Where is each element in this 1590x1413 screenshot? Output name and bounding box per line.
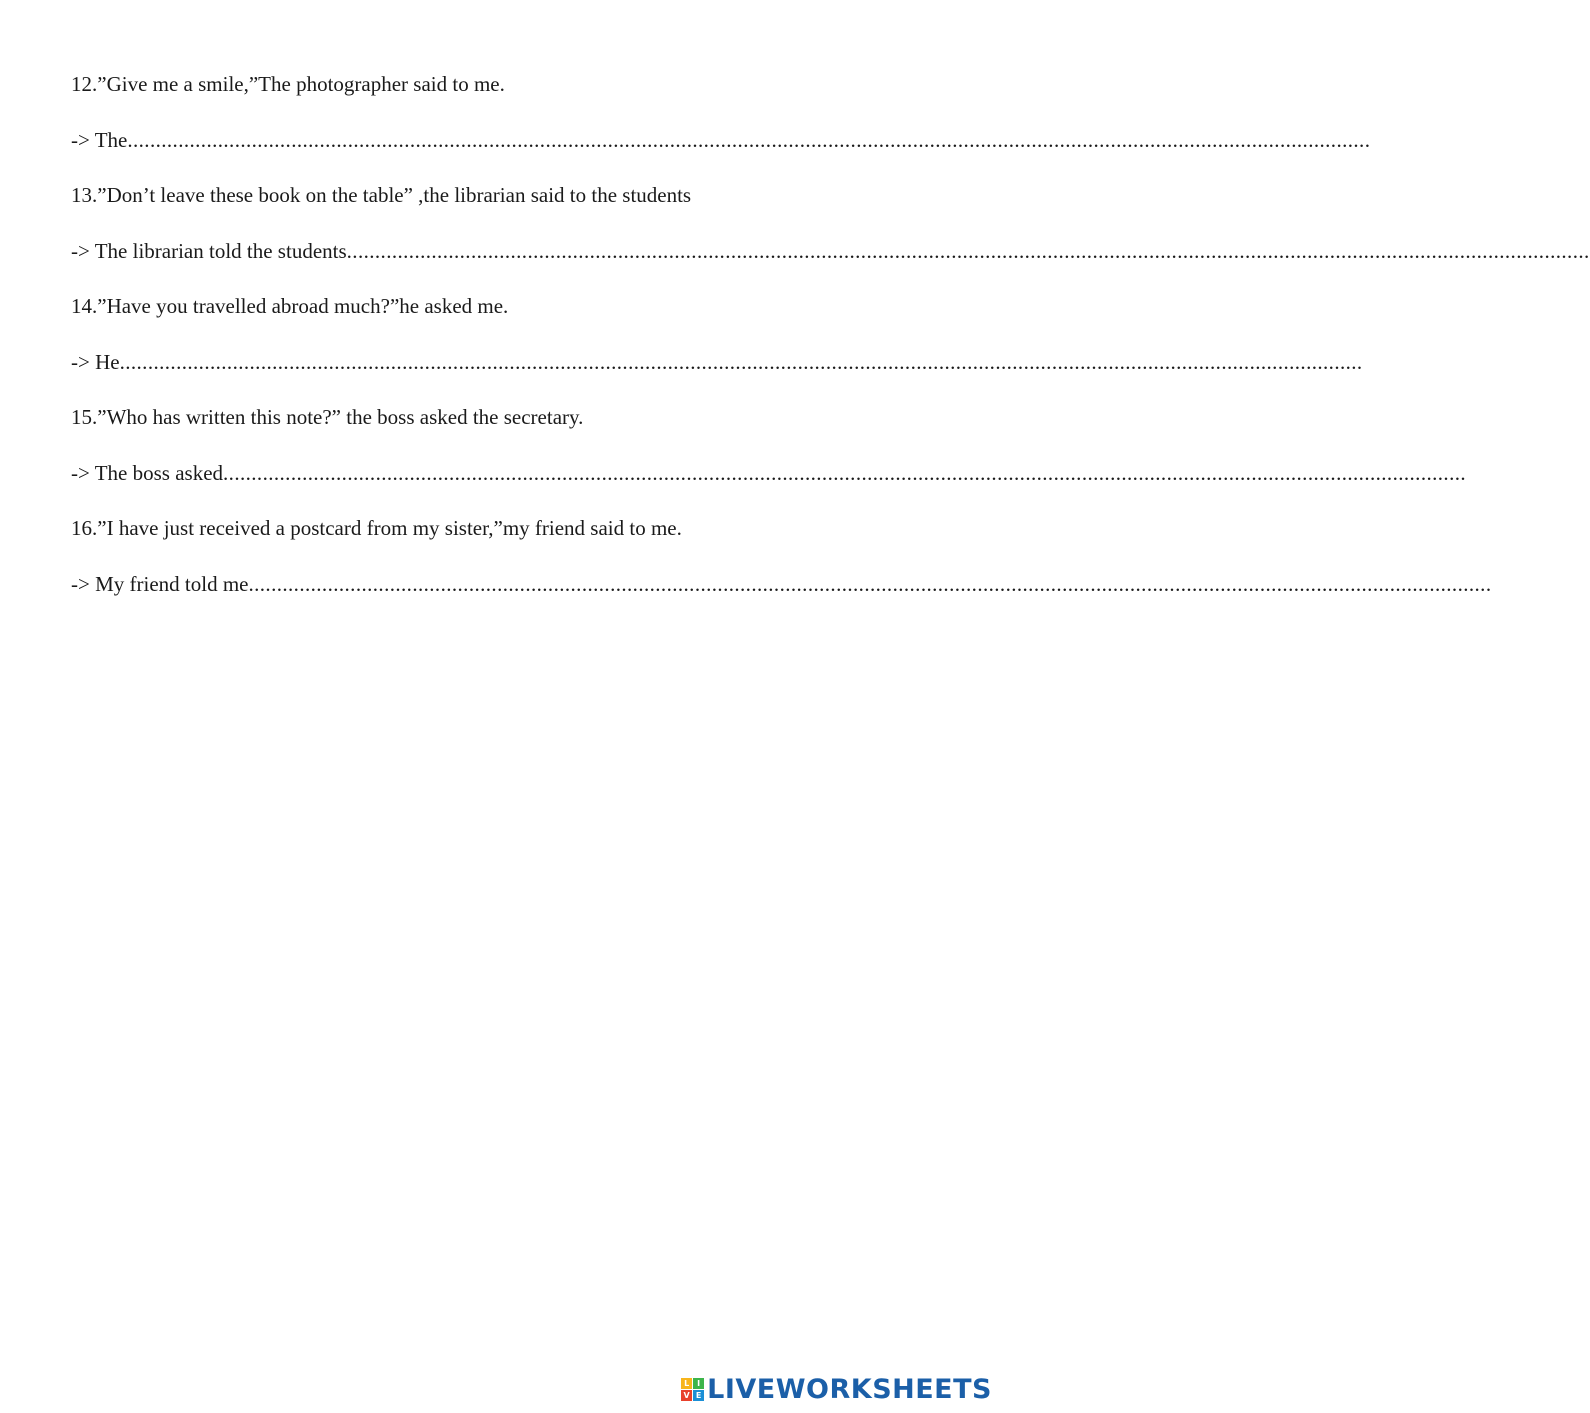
question-13: 13.”Don’t leave these book on the table” ,the librarian said to the students bbox=[71, 183, 692, 207]
answer-prefix-14: -> He bbox=[71, 349, 120, 374]
liveworksheets-logo-text: LIVEWORKSHEETS bbox=[707, 1374, 992, 1405]
answer-blank-13[interactable]: ............................................................................................................................................................................................................................ bbox=[346, 238, 1590, 263]
question-16: 16.”I have just received a postcard from my sister,”my friend said to me. bbox=[71, 516, 682, 540]
answer-blank-12[interactable]: ............................................................................................................................................................................................................................ bbox=[127, 127, 1371, 152]
answer-blank-15[interactable]: ............................................................................................................................................................................................................................ bbox=[223, 460, 1467, 485]
question-15: 15.”Who has written this note?” the boss asked the secretary. bbox=[71, 405, 584, 429]
logo-mark-e: E bbox=[693, 1390, 704, 1401]
answer-line-13[interactable] bbox=[71, 233, 1590, 289]
answer-line-12[interactable] bbox=[71, 122, 1371, 178]
logo-mark-l: L bbox=[681, 1378, 692, 1389]
answer-prefix-12: -> The bbox=[71, 127, 128, 152]
question-12: 12.”Give me a smile,”The photographer said to me. bbox=[71, 72, 505, 96]
worksheet bbox=[71, 66, 1590, 621]
answer-prefix-16: -> My friend told me bbox=[71, 571, 249, 596]
question-14: 14.”Have you travelled abroad much?”he asked me. bbox=[71, 294, 509, 318]
liveworksheets-logo-icon bbox=[681, 1378, 704, 1401]
logo-mark-i: I bbox=[693, 1378, 704, 1389]
logo-mark-v: V bbox=[681, 1390, 692, 1401]
answer-line-14[interactable] bbox=[71, 344, 1363, 400]
answer-prefix-13: -> The librarian told the students bbox=[71, 238, 347, 263]
answer-prefix-15: -> The boss asked bbox=[71, 460, 224, 485]
answer-line-16[interactable] bbox=[71, 566, 1492, 622]
answer-blank-16[interactable]: ............................................................................................................................................................................................................................ bbox=[248, 571, 1492, 596]
liveworksheets-logo bbox=[681, 1374, 992, 1405]
answer-blank-14[interactable]: ............................................................................................................................................................................................................................ bbox=[119, 349, 1363, 374]
answer-line-15[interactable] bbox=[71, 455, 1467, 511]
